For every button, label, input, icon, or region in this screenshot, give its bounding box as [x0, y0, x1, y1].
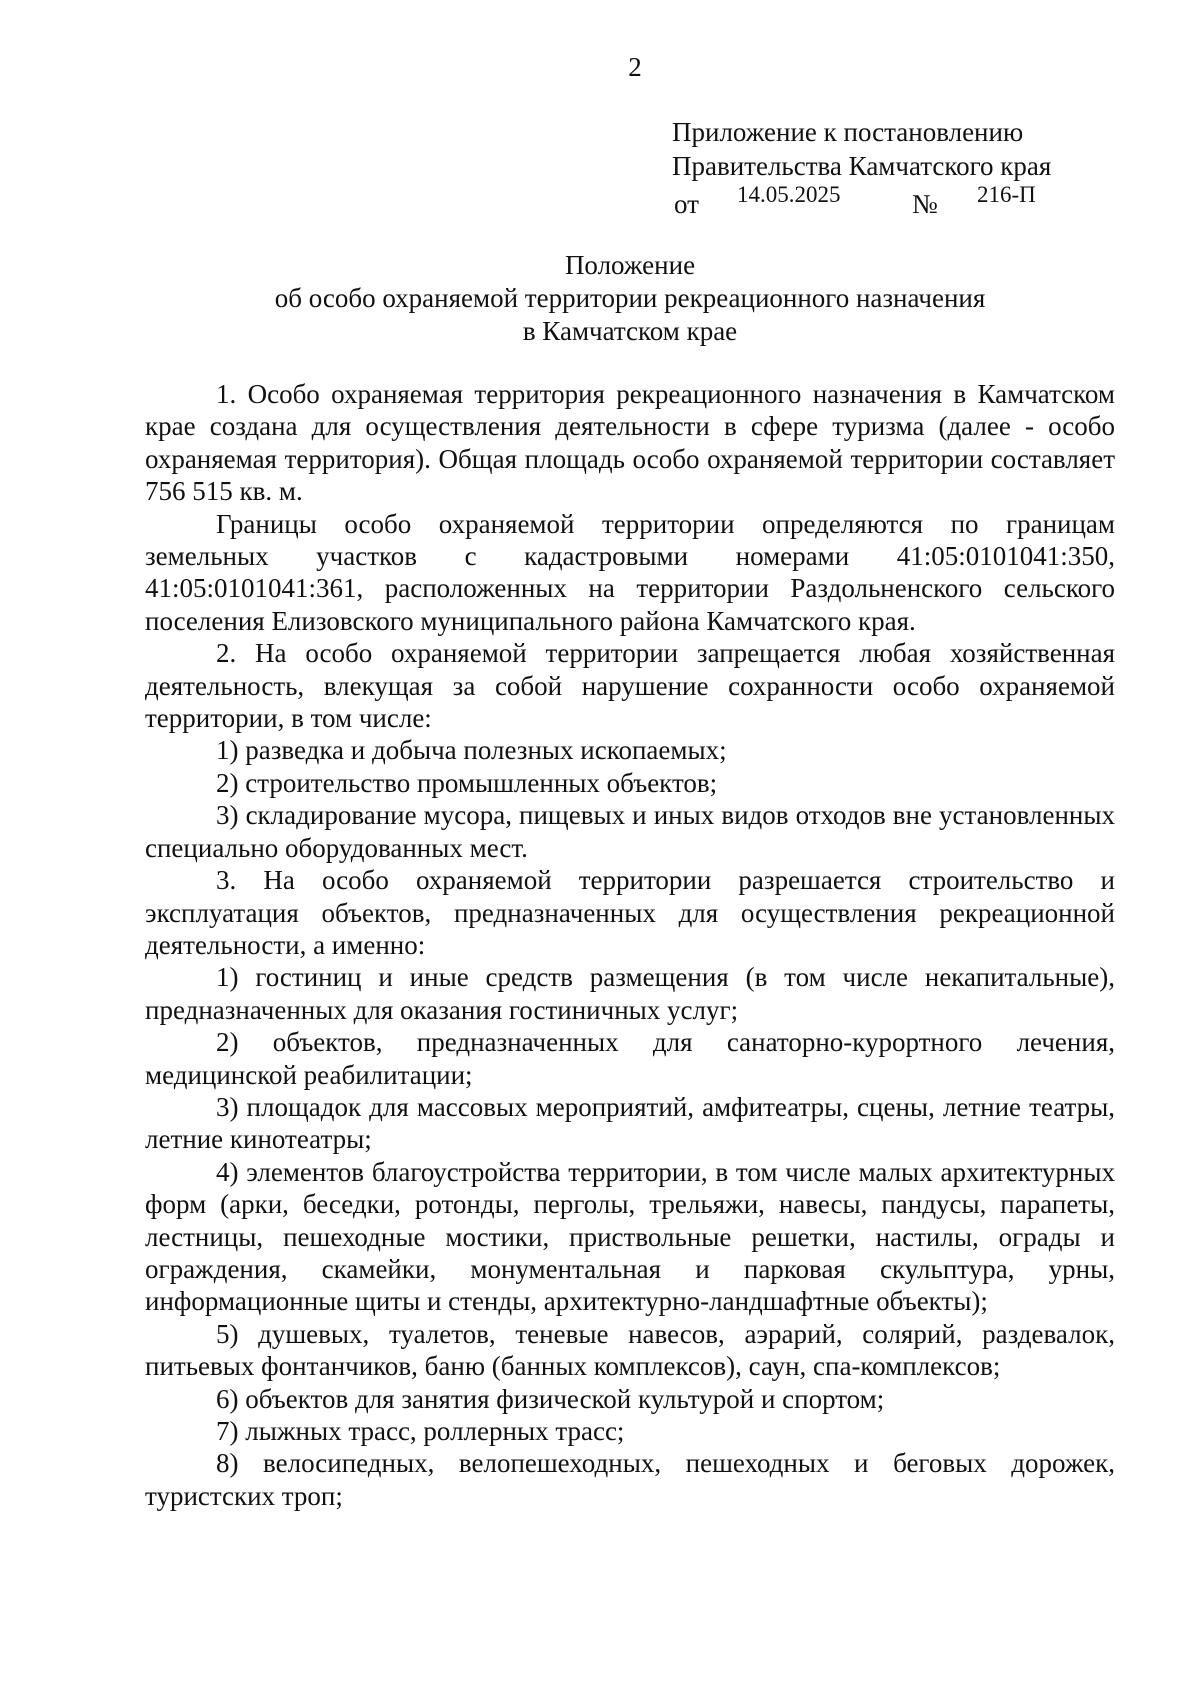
title-line-2: об особо охраняемой территории рекреационного назначения: [274, 283, 986, 313]
page-number: 2: [628, 52, 642, 82]
document-body: [145, 378, 1115, 1512]
list-item: 2) объектов, предназначенных для санаторно-курортного лечения, медицинской реабилитации;: [145, 1027, 1115, 1090]
list-item: 2) строительство промышленных объектов;: [216, 767, 718, 798]
paragraph: 3. На особо охраняемой территории разрешается строительство и эксплуатация объектов, предназначенных для осуществления рекреационной деятельности, а именно:: [145, 865, 1115, 960]
list-item: 7) лыжных трасс, роллерных трасс;: [216, 1416, 625, 1446]
paragraph: Границы особо охраняемой территории определяются по границам земельных участков с кадастровыми номерами 41:05:0101041:350, 41:05:0101041:361, расположенных на территории Раздольненского сельского поселения Елизовского муниципального района Камчатского края.: [145, 508, 1115, 636]
title-line-1: Положение: [564, 250, 696, 280]
appendix-header: [672, 115, 1051, 217]
paragraph: 1. Особо охраняемая территория рекреационного назначения в Камчатском крае создана для осуществления деятельности в сфере туризма (далее - особо охраняемая территория). Общая площадь особо охраняемой территории составляет 756 515 кв. м.: [145, 379, 1115, 507]
list-item: 8) велосипедных, велопешеходных, пешеходных и беговых дорожек, туристских троп;: [145, 1448, 1115, 1511]
title-line-3: в Камчатском крае: [522, 316, 738, 346]
document-date: 14.05.2025: [737, 182, 841, 207]
list-item: 1) разведка и добыча полезных ископаемых;: [216, 735, 727, 766]
list-item: 6) объектов для занятия физической культурой и спортом;: [216, 1383, 885, 1414]
list-item: 5) душевых, туалетов, теневые навесов, аэрарий, солярий, раздевалок, питьевых фонтанчиков, баню (банных комплексов), саун, спа-комплексов;: [145, 1318, 1115, 1382]
appendix-line-1: Приложение к постановлению: [672, 117, 1024, 147]
list-item: 4) элементов благоустройства территории, в том числе малых архитектурных форм (арки, беседки, ротонды, перголы, трельяжи, навесы, пандусы, парапеты, лестницы, пешеходные мостики, приствольные решетки, настилы, ограды и ограждения, скамейки, монументальная и парковая скульптура, урны, информационные щиты и стенды, архитектурно-ландшафтные объекты);: [145, 1156, 1115, 1317]
date-label: от: [674, 189, 699, 219]
list-item: 3) складирование мусора, пищевых и иных видов отходов вне установленных специально оборудованных мест.: [145, 800, 1115, 863]
appendix-line-2: Правительства Камчатского края: [672, 151, 1052, 181]
paragraph: 2. На особо охраняемой территории запрещается любая хозяйственная деятельность, влекущая за собой нарушение сохранности особо охраняемой территории, в том числе:: [145, 638, 1115, 734]
number-label: №: [912, 189, 938, 219]
appendix-meta-line: [672, 183, 1051, 217]
list-item: 3) площадок для массовых мероприятий, амфитеатры, сцены, летние театры, летние кинотеатры;: [145, 1091, 1115, 1155]
document-number: 216-П: [977, 182, 1036, 207]
document-title: [145, 249, 1115, 348]
list-item: 1) гостиниц и иные средств размещения (в том числе некапитальные), предназначенных для оказания гостиничных услуг;: [145, 962, 1115, 1025]
